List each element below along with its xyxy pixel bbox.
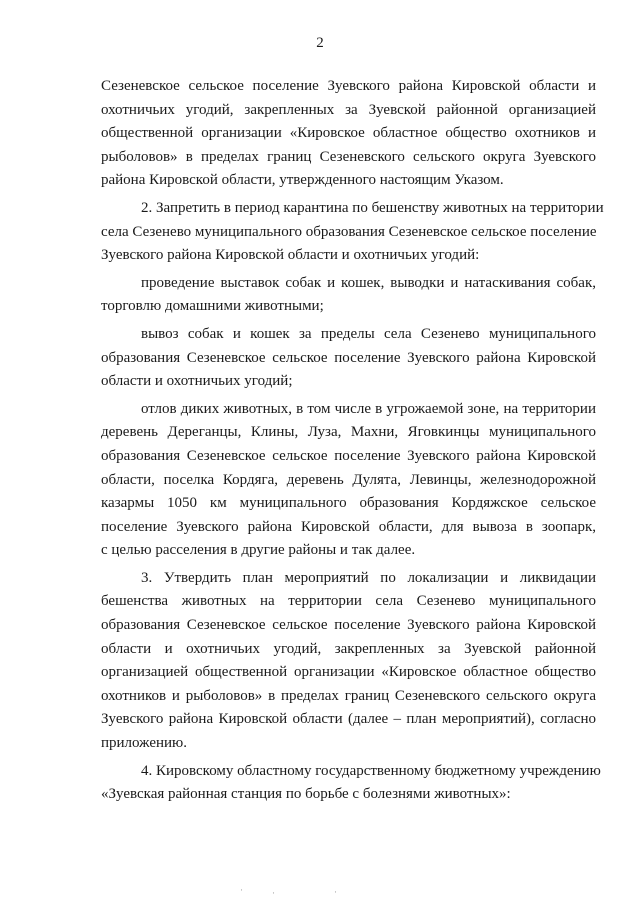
text-line: вывоз собак и кошек за пределы села Сезенево муниципального	[141, 325, 596, 342]
document-body	[101, 75, 604, 807]
text-line: района Кировской области, утвержденного настоящим Указом.	[101, 172, 504, 189]
text-line: образования Сезеневское сельское поселение Зуевского района Кировской	[101, 617, 596, 634]
text-line: приложению.	[101, 735, 188, 752]
paragraph-item-2	[101, 197, 604, 268]
paragraph-exhibitions	[101, 272, 596, 319]
text-line: Сезеневское сельское поселение Зуевского района Кировской области и	[101, 78, 596, 94]
text-line: охотников и рыболовов» в пределах границ Сезеневского сельского округа	[101, 687, 596, 704]
text-line: бешенства животных на территории села Сезенево муниципального	[101, 593, 596, 610]
text-line: Зуевского района Кировской области (далее – план мероприятий), согласно	[101, 711, 596, 728]
text-line: охотничьих угодий, закрепленных за Зуевской районной организацией	[101, 101, 596, 118]
text-line: проведение выставок собак и кошек, выводки и натаскивания собак,	[141, 274, 596, 291]
paragraph-continuation	[101, 75, 596, 193]
text-line: торговлю домашними животными;	[101, 298, 324, 315]
text-line: 4. Кировскому областному государственному бюджетному учреждению	[141, 762, 601, 779]
text-line: образования Сезеневское сельское поселение Зуевского района Кировской	[101, 447, 596, 464]
paragraph-capture	[101, 398, 596, 563]
text-line: 3. Утвердить план мероприятий по локализации и ликвидации	[141, 569, 596, 586]
text-line: «Зуевская районная станция по борьбе с болезнями животных»:	[101, 786, 511, 803]
text-line: образования Сезеневское сельское поселение Зуевского района Кировской	[101, 349, 596, 366]
text-line: области и охотничьих угодий;	[101, 373, 293, 390]
text-line: поселение Зуевского района Кировской области, для вывоза в зоопарк,	[101, 518, 596, 535]
text-line: организацией общественной организации «Кировское областное общество	[101, 664, 596, 681]
text-line: села Сезенево муниципального образования Сезеневское сельское поселение	[101, 223, 597, 240]
scan-speck: ·	[240, 885, 243, 895]
text-line: рыболовов» в пределах границ Сезеневского сельского округа Зуевского	[101, 148, 596, 165]
scan-speck: ·	[272, 888, 275, 898]
paragraph-export	[101, 323, 596, 394]
text-line: с целью расселения в другие районы и так далее.	[101, 542, 416, 559]
page-number: 2	[316, 35, 324, 51]
paragraph-item-4	[101, 760, 601, 807]
text-line: области, поселка Кордяга, деревень Дулята, Левинцы, железнодорожной	[101, 471, 596, 488]
text-line: области и охотничьих угодий, закрепленных за Зуевской районной	[101, 640, 596, 657]
text-line: деревень Дереганцы, Клины, Луза, Махни, Яговкинцы муниципального	[101, 424, 596, 441]
text-line: Зуевского района Кировской области и охотничьих угодий:	[101, 247, 480, 264]
text-line: общественной организации «Кировское областное общество охотников и	[101, 125, 596, 142]
text-line: 2. Запретить в период карантина по бешенству животных на территории	[141, 199, 604, 216]
paragraph-item-3	[101, 567, 596, 756]
scan-speck: ·	[334, 887, 337, 897]
text-line: казармы 1050 км муниципального образования Кордяжское сельское	[101, 495, 596, 512]
text-line: отлов диких животных, в том числе в угрожаемой зоне, на территории	[141, 400, 596, 417]
